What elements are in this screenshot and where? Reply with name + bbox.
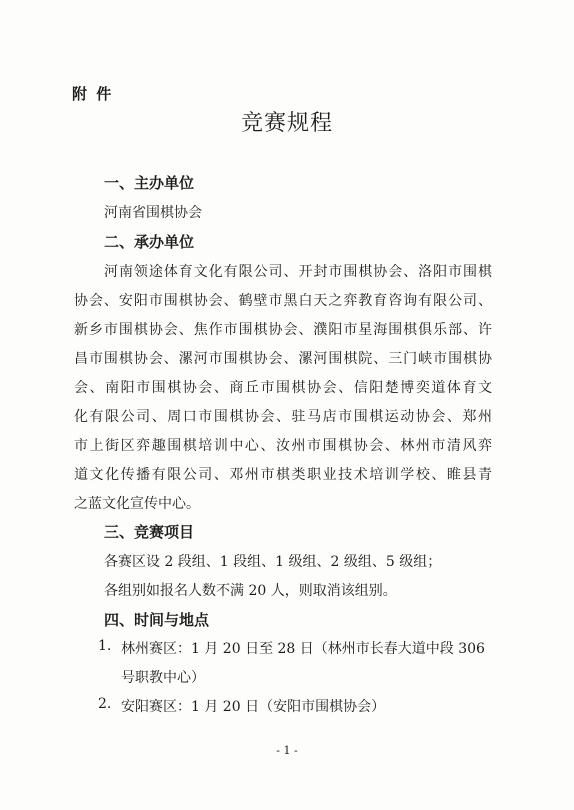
co-organizers-line: 道文化传播有限公司、邓州市棋类职业技术培训学校、睢县青 <box>74 467 492 483</box>
co-organizers-line: 河南领途体育文化有限公司、开封市围棋协会、洛阳市围棋 <box>104 264 492 280</box>
co-organizers-line: 协会、安阳市围棋协会、鹤壁市黑白天之弈教育咨询有限公司、 <box>74 293 492 309</box>
attachment-label: 附 件 <box>72 85 114 103</box>
events-line: 各组别如报名人数不满 20 人，则取消该组别。 <box>104 583 397 599</box>
co-organizers-line: 市上街区弈趣围棋培训中心、汝州市围棋协会、林州市清风弈 <box>74 438 492 454</box>
venue-linzhou-line: 号职教中心） <box>121 670 205 686</box>
co-organizers-line: 会、南阳市围棋协会、商丘市围棋协会、信阳楚博奕道体育文 <box>74 380 492 396</box>
organizer-text: 河南省围棋协会 <box>104 205 202 221</box>
document-title: 竞赛规程 <box>240 111 333 136</box>
section-heading-co-organizers: 二、承办单位 <box>104 233 195 251</box>
page-number: - 1 - <box>276 744 298 757</box>
list-number: 1. <box>98 638 112 654</box>
venue-linzhou-line: 林州赛区：1 月 20 日至 28 日（林州市长春大道中段 306 <box>121 641 485 657</box>
venue-anyang-line: 安阳赛区：1 月 20 日（安阳市围棋协会） <box>121 699 386 715</box>
section-heading-organizer: 一、主办单位 <box>104 174 195 192</box>
co-organizers-line: 昌市围棋协会、漯河市围棋协会、漯河围棋院、三门峡市围棋协 <box>74 351 492 367</box>
list-number: 2. <box>98 696 112 712</box>
co-organizers-line: 之蓝文化宣传中心。 <box>74 496 200 512</box>
co-organizers-line: 新乡市围棋协会、焦作市围棋协会、濮阳市星海围棋俱乐部、许 <box>74 322 492 338</box>
section-heading-events: 三、竞赛项目 <box>104 523 195 541</box>
events-line: 各赛区设 2 段组、1 段组、1 级组、2 级组、5 级组； <box>104 554 442 570</box>
co-organizers-line: 化有限公司、周口市围棋协会、驻马店市围棋运动协会、郑州 <box>74 409 492 425</box>
section-heading-time-location: 四、时间与地点 <box>104 611 210 629</box>
